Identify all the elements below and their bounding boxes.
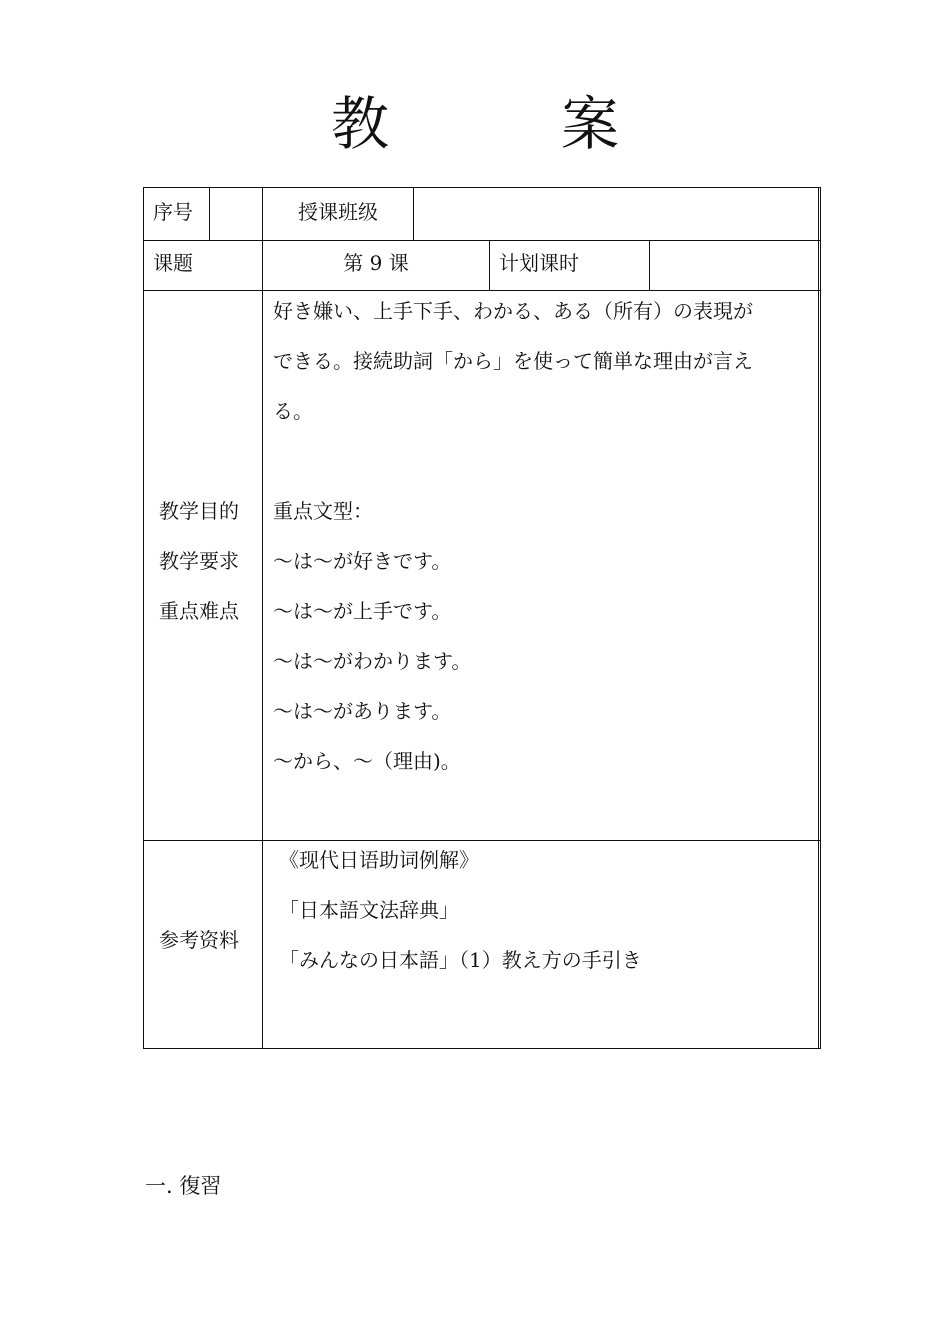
class-label: 授课班级	[298, 200, 378, 224]
reference-item: 「みんなの日本語」（1）教え方の手引き	[279, 948, 642, 972]
blank-line	[273, 436, 813, 486]
reference-item: 「日本語文法辞典」	[279, 898, 459, 922]
topic-label: 课题	[153, 251, 193, 275]
objectives-content	[273, 286, 813, 786]
title-char-2: 案	[561, 90, 620, 158]
objectives-labels	[159, 486, 239, 636]
page-title	[0, 84, 950, 158]
reference-list	[279, 835, 809, 985]
objective-line: できる。接続助詞「から」を使って簡単な理由が言え	[273, 349, 753, 373]
pattern-line: ～は～があります。	[273, 699, 452, 723]
label-key-difficulties: 重点难点	[159, 599, 239, 623]
objective-line: 好き嫌い、上手下手、わかる、ある（所有）の表現が	[273, 299, 753, 323]
pattern-line: ～は～がわかります。	[273, 649, 472, 673]
section-heading: 一. 復習	[145, 1174, 222, 1198]
reference-label: 参考资料	[159, 928, 239, 952]
key-patterns-heading: 重点文型：	[273, 499, 373, 523]
label-teaching-requirements: 教学要求	[159, 549, 239, 573]
pattern-line: ～から、～（理由)。	[273, 749, 461, 773]
reference-item: 《现代日语助词例解》	[279, 848, 479, 872]
topic-value: 第 9 课	[343, 251, 409, 275]
objective-line: る。	[273, 399, 313, 423]
hours-label: 计划课时	[499, 251, 579, 275]
label-teaching-purpose: 教学目的	[159, 499, 239, 523]
title-char-1: 教	[330, 90, 389, 158]
pattern-line: ～は～が上手です。	[273, 599, 452, 623]
pattern-line: ～は～が好きです。	[273, 549, 452, 573]
lesson-plan-table	[143, 187, 821, 1049]
seq-label: 序号	[153, 200, 193, 224]
